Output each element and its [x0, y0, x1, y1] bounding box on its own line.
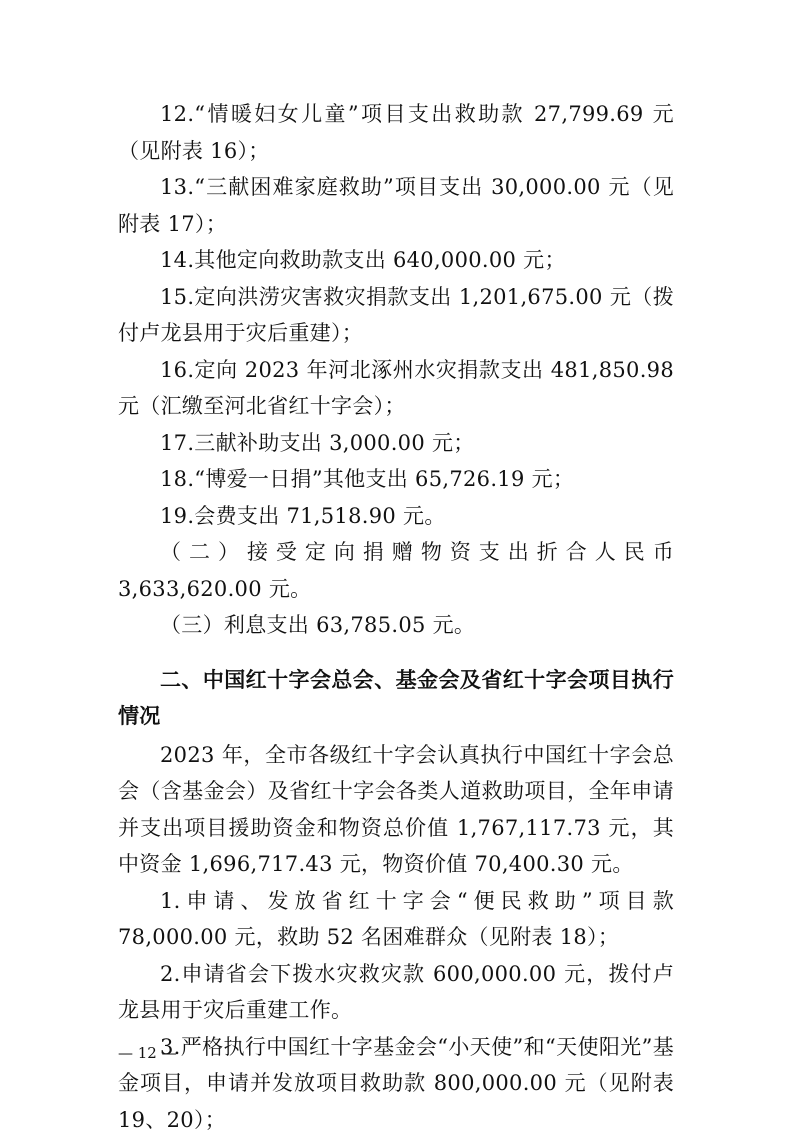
list-item-13: 13.“三献困难家庭救助”项目支出 30,000.00 元（见附表 17）；: [118, 169, 674, 242]
subsection-2-material-expense: （二）接受定向捐赠物资支出折合人民币 3,633,620.00 元。: [118, 534, 674, 607]
list-item-14: 14.其他定向救助款支出 640,000.00 元；: [118, 242, 674, 279]
section-2-item-3: 3.严格执行中国红十字基金会“小天使”和“天使阳光”基金项目，申请并发放项目救助款 800,000.00 元（见附表 19、20）；: [118, 1029, 674, 1138]
list-item-16: 16.定向 2023 年河北涿州水灾捐款支出 481,850.98 元（汇缴至河北省红十字会）；: [118, 352, 674, 425]
list-item-18: 18.“博爱一日捐”其他支出 65,726.19 元；: [118, 461, 674, 498]
document-body: [118, 96, 674, 1138]
list-item-15: 15.定向洪涝灾害救灾捐款支出 1,201,675.00 元（拨付卢龙县用于灾后重建）；: [118, 279, 674, 352]
list-item-17: 17.三献补助支出 3,000.00 元；: [118, 425, 674, 462]
list-item-12: 12.“情暖妇女儿童”项目支出救助款 27,799.69 元（见附表 16）；: [118, 96, 674, 169]
section-2-item-1: 1.申请、发放省红十字会“便民救助”项目款 78,000.00 元，救助 52 名困难群众（见附表 18）；: [118, 883, 674, 956]
section-2-heading: 二、中国红十字会总会、基金会及省红十字会项目执行情况: [118, 662, 674, 735]
list-item-19: 19.会费支出 71,518.90 元。: [118, 498, 674, 535]
subsection-3-interest-expense: （三）利息支出 63,785.05 元。: [118, 607, 674, 644]
section-2-item-2: 2.申请省会下拨水灾救灾款 600,000.00 元，拨付卢龙县用于灾后重建工作。: [118, 956, 674, 1029]
section-2-intro: 2023 年，全市各级红十字会认真执行中国红十字会总会（含基金会）及省红十字会各类人道救助项目，全年申请并支出项目援助资金和物资总价值 1,767,117.73 元，其中资金 1,696,717.43 元，物资价值 70,400.30 元。: [118, 737, 674, 883]
page-number: — 12 —: [118, 1044, 177, 1062]
